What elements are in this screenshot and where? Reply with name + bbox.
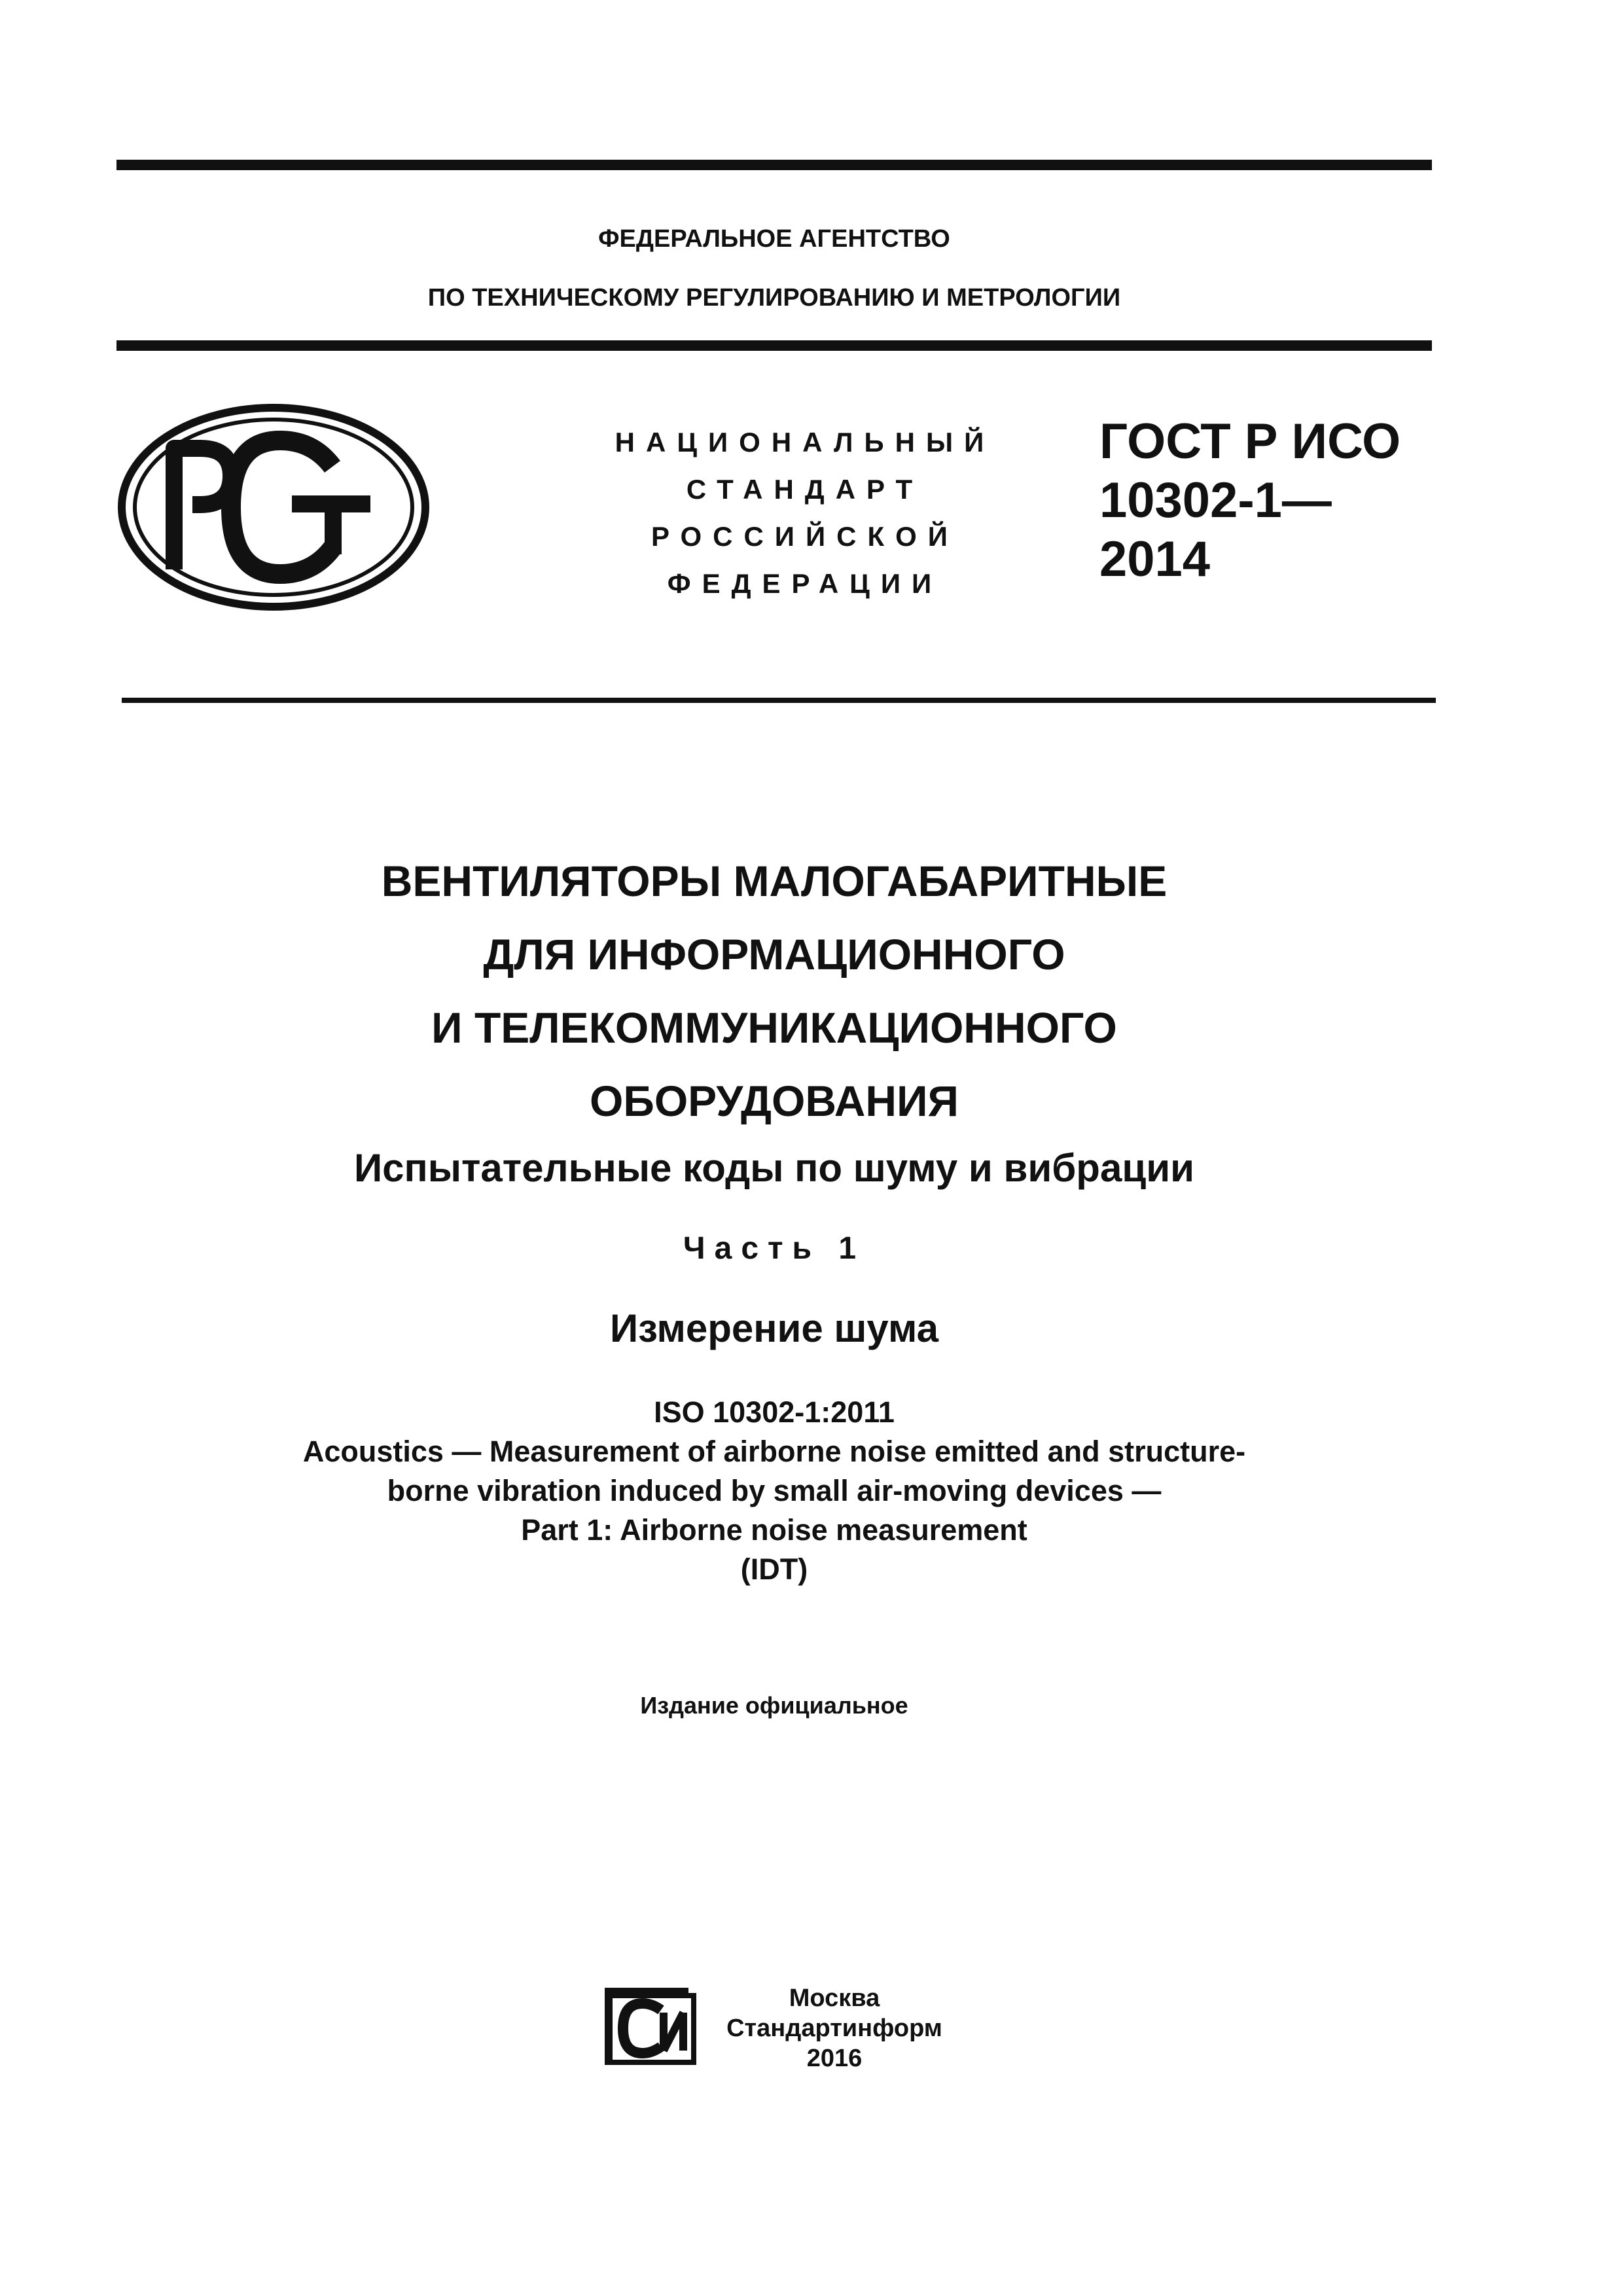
title-line-2: ДЛЯ ИНФОРМАЦИОННОГО (483, 930, 1065, 978)
separator-rule (122, 698, 1436, 703)
designation-line-3: 2014 (1099, 531, 1211, 587)
top-rule (116, 160, 1432, 170)
standard-designation (1099, 412, 1400, 589)
designation-line-2: 10302-1— (1099, 473, 1332, 528)
iso-title-line-2: borne vibration induced by small air-moving devices — (387, 1474, 1162, 1507)
publisher-city: Москва (789, 1984, 880, 2012)
publisher-name: Стандартинформ (726, 2015, 942, 2042)
document-title (116, 844, 1432, 1138)
agency-line-2: ПО ТЕХНИЧЕСКОМУ РЕГУЛИРОВАНИЮ И МЕТРОЛОГИИ (427, 284, 1121, 312)
standartinform-logo-icon (603, 1986, 700, 2070)
title-line-1: ВЕНТИЛЯТОРЫ МАЛОГАБАРИТНЫЕ (381, 857, 1168, 905)
iso-reference (116, 1393, 1432, 1589)
national-standard-line-3: РОССИЙСКОЙ (651, 521, 959, 552)
part-title: Измерение шума (610, 1306, 938, 1350)
national-standard-label (471, 419, 1139, 607)
rst-certification-mark-icon (116, 403, 431, 612)
iso-title-line-1: Acoustics — Measurement of airborne noise emitted and structure- (302, 1435, 1246, 1468)
publication-year: 2016 (806, 2045, 863, 2072)
title-line-4: ОБОРУДОВАНИЯ (590, 1077, 959, 1125)
part-number: Часть 1 (683, 1231, 866, 1266)
iso-title-line-3: Part 1: Airborne noise measurement (521, 1513, 1027, 1547)
document-subtitle: Испытательные коды по шуму и вибрации (354, 1146, 1194, 1190)
official-edition-label: Издание официальное (640, 1692, 908, 1719)
agency-line-1: ФЕДЕРАЛЬНОЕ АГЕНТСТВО (598, 225, 950, 253)
title-line-3: И ТЕЛЕКОММУНИКАЦИОННОГО (431, 1003, 1117, 1052)
national-standard-line-4: ФЕДЕРАЦИИ (667, 568, 943, 599)
designation-line-1: ГОСТ Р ИСО (1099, 414, 1401, 469)
header-rule (116, 340, 1432, 351)
national-standard-line-2: СТАНДАРТ (686, 474, 924, 505)
publisher-imprint (717, 1983, 952, 2073)
national-standard-line-1: НАЦИОНАЛЬНЫЙ (615, 427, 995, 457)
agency-header (116, 209, 1432, 327)
iso-degree-of-equivalence: (IDT) (740, 1552, 808, 1586)
iso-code: ISO 10302-1:2011 (654, 1395, 895, 1429)
